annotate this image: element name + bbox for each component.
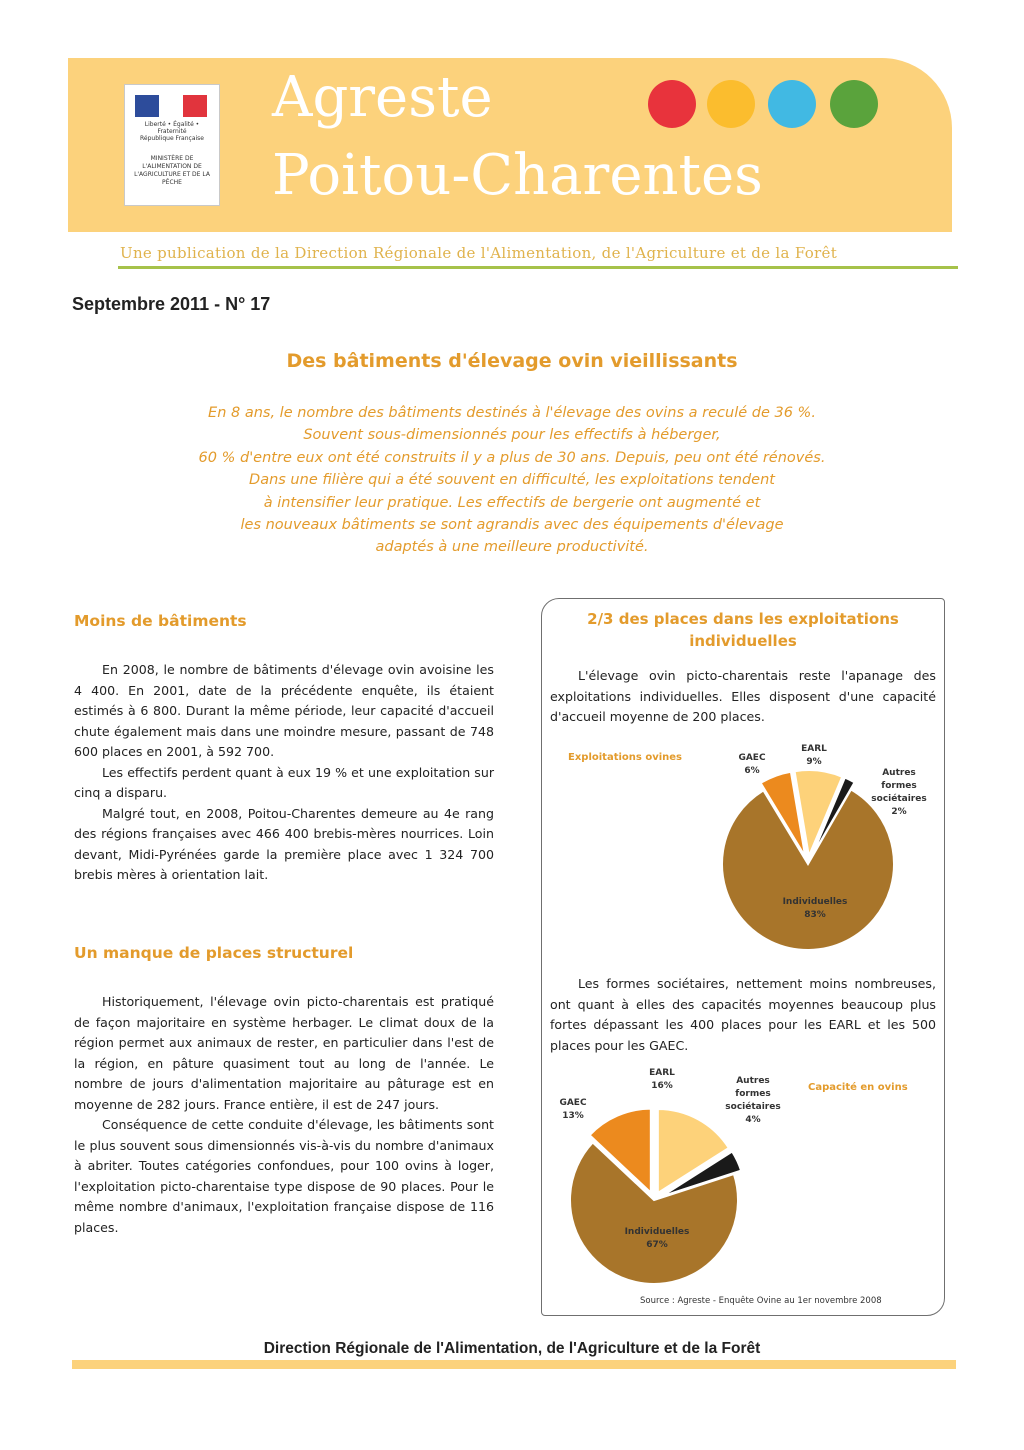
paragraph: En 2008, le nombre de bâtiments d'élevage ovin avoisine les 4 400. En 2001, date de la précédente enquête, ils étaient estimés à 6 800. Durant la même période, leur capacité d'accueil chute également mais dans une moindre mesure, passant de 748 600 places en 2001, à 592 700. (74, 662, 494, 759)
blue-dot-icon (768, 80, 816, 128)
paragraph: Conséquence de cette conduite d'élevage, les bâtiments sont le plus souvent sous dimensionnés vis-à-vis du nombre d'animaux à abriter. Toutes catégories confondues, pour 100 ovins à loger, l'exploitation picto-charentaise type dispose de 90 places. Pour le même nombre d'animaux, l'exploitation française dispose de 116 places. (74, 1117, 494, 1235)
green-dot-icon (830, 80, 878, 128)
lede-line: 60 % d'entre eux ont été construits il y a plus de 30 ans. Depuis, peu ont été rénovés. (198, 449, 826, 466)
slice-label-earl: EARL 9% (801, 744, 827, 767)
slice-label-individuelles: Individuelles 67% (624, 1227, 690, 1250)
footer-text: Direction Régionale de l'Alimentation, de l'Agriculture et de la Forêt (263, 1340, 761, 1357)
slice-label-gaec: GAEC 6% (738, 753, 766, 776)
brand-agreste: Agreste (272, 65, 493, 130)
logo-motto: Liberté • Égalité • Fraternité République Française (140, 121, 204, 142)
lede-line: adaptés à une meilleure productivité. (375, 539, 649, 556)
slice-label-earl: EARL 16% (649, 1068, 675, 1091)
paragraph: Les effectifs perdent quant à eux 19 % et une exploitation sur cinq a disparu. (74, 764, 494, 800)
page-title: Des bâtiments d'élevage ovin vieillissants (286, 350, 738, 372)
section-body (74, 992, 494, 1238)
section-body (74, 660, 494, 886)
lede-line: Dans une filière qui a été souvent en difficulté, les exploitations tendent (249, 472, 775, 489)
paragraph: L'élevage ovin picto-charentais reste l'apanage des exploitations individuelles. Elles disposent d'une capacité d'accueil moyenne de 200 places. (550, 668, 936, 724)
french-flag-icon (135, 95, 207, 117)
section-heading: Un manque de places structurel (74, 944, 354, 962)
panel-paragraph (550, 666, 936, 728)
lede-line: les nouveaux bâtiments se sont agrandis avec des équipements d'élevage (240, 517, 784, 534)
paragraph: Malgré tout, en 2008, Poitou-Charentes demeure au 4e rang des régions françaises avec 466 400 brebis-mères nourrices. Loin devant, Midi-Pyrénées garde la première place avec 1 324 700 brebis mères à orientation lait. (74, 805, 494, 882)
panel-title: 2/3 des places dans les exploitations individuelles (587, 610, 899, 650)
chart-title: Capacité en ovins (808, 1082, 908, 1093)
lede-line: En 8 ans, le nombre des bâtiments destinés à l'élevage des ovins a reculé de 36 %. (208, 405, 816, 421)
brand-region: Poitou-Charentes (272, 143, 763, 208)
lede-line: à intensifier leur pratique. Les effectifs de bergerie ont augmenté et (263, 494, 761, 511)
ministry-logo (124, 84, 220, 206)
lede (110, 402, 914, 559)
slice-label-individuelles: Individuelles 83% (782, 897, 848, 920)
yellow-dot-icon (707, 80, 755, 128)
publication-line: Une publication de la Direction Régionale de l'Alimentation, de l'Agriculture et de la Forêt (120, 244, 838, 262)
paragraph: Les formes sociétaires, nettement moins nombreuses, ont quant à elles des capacités moyennes beaucoup plus fortes dépassant les 400 places pour les EARL et les 500 places pour les GAEC. (550, 976, 936, 1053)
logo-ministry: MINISTÈRE DE L'ALIMENTATION DE L'AGRICULTURE ET DE LA PÊCHE (134, 155, 210, 186)
footer-divider (72, 1360, 956, 1369)
issue-number: Septembre 2011 - N° 17 (72, 294, 271, 314)
slice-label-autres: Autres formes sociétaires 4% (725, 1076, 781, 1125)
slice-label-gaec: GAEC 13% (559, 1098, 587, 1121)
paragraph: Historiquement, l'élevage ovin picto-charentais est pratiqué de façon majoritaire en système herbager. Le climat doux de la région permet aux animaux de rester, en particulier dans l'est de la région, en pâture quasiment tout au long de l'année. Le nombre de jours d'alimentation majoritaire au pâturage est en moyenne de 282 jours. France entière, il est de 247 jours. (74, 994, 494, 1112)
red-dot-icon (648, 80, 696, 128)
lede-line: Souvent sous-dimensionnés pour les effectifs à héberger, (303, 427, 721, 444)
slice-label-autres: Autres formes sociétaires 2% (871, 768, 927, 817)
chart-source: Source : Agreste - Enquête Ovine au 1er novembre 2008 (640, 1296, 882, 1306)
panel-paragraph (550, 974, 936, 1056)
section-heading: Moins de bâtiments (74, 612, 247, 630)
publication-divider (118, 266, 958, 269)
chart-title: Exploitations ovines (568, 752, 682, 763)
